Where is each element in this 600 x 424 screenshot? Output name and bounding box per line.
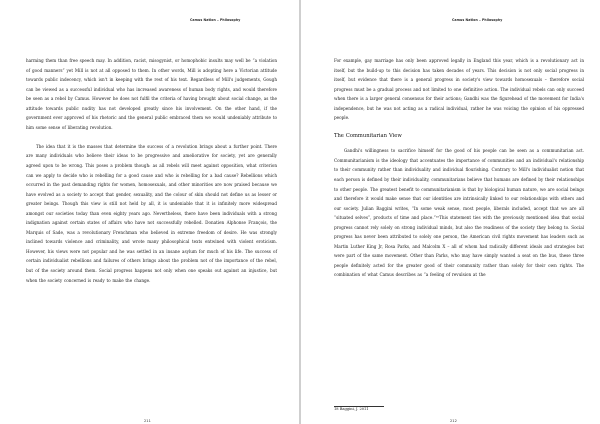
paragraph: Gandhi's willingness to sacrifice himself for the good of his people can be seen as a communitarian act. Communitarianism is the ideology that accentuates the importance of communities and an individual's relationship to their community rather than individuality and individual flourishing. Contrary to Mill's individualist notion that each person is defined by their individuality, communitarians believe that humans are defined by their relationships to other people. The greatest benefit to communitarianism is that by biological human nature, we are social beings and therefore it would make sense that our identities are intrinsically linked to our relationships with others and our society. Julian Baggini writes, “In some weak sense, most people, liberals included, accept that we are all “situated selves”, products of time and place.”¹⁸This statement ties with the previously mentioned idea that social progress cannot rely solely on strong individual minds, but also the readiness of the society they belong to. Social progress has never been attributed to solely one person, the American civil rights movement has leaders such as Martin Luther King Jr, Rosa Parks, and Malcolm X – all of whom had radically different ideals and strategies but were part of the same movement. Other than Parks, who may have simply wanted a seat on the bus, these three people definitely acted for the greater good of their community rather than solely for their own rights. The combination of what Camus describes as “a feeling of revulsion at the [334, 148, 584, 278]
running-head: Camus Nation – Philosophy [452, 18, 503, 22]
footnote: 18 Baggini, J. 2011 [334, 407, 369, 411]
paragraph: harming them than free speech may. In addition, racist, misogynist, or homophobic insults may well be “a violation of good manners” yet Mill is not at all opposed to them. In other words, Mill is adopting here a Victorian attitude towards public indecency, which isn't in keeping with the rest of his text. Regardless of Mill's judgements, Gough can be viewed as a successful individual who has increased awareness of human body rights, and would therefore be seen as a rebel by Camus. However he does not fulfil the criteria of having brought about social change, as the attitude towards public nudity has not developed greatly since his involvement. On the other hand, if the government ever approved of his rhetoric and the general public embraced them we would undeniably attribute to him some sense of liberating revolution. [26, 58, 277, 130]
right-page-body [334, 56, 584, 280]
section-heading: The Communitarian View [334, 132, 402, 139]
page-number: 212 [450, 419, 457, 423]
running-head: Camus Nation – Philosophy [190, 18, 241, 22]
left-page [0, 0, 299, 424]
paragraph: For example, gay marriage has only been approved legally in England this year, which is a revolutionary act in itself, but the build-up to this decision has taken decades of years. This decision is not only social progress in itself, but evidence that there is a general progress in society's view towards homosexuals – therefore social progress must be a gradual process and not limited to one definitive action. The individual rebels can only succeed when there is a larger general consensus for their actions; Gandhi was the figurehead of the movement for India's independence, but he was not acting as a radical individual, rather he was voicing the opinion of his oppressed people. [334, 58, 584, 121]
paragraph: The idea that it is the masses that determine the success of a revolution brings about a further point. There are many individuals who believe their ideas to be progressive and ameliorative for society, yet are generally agreed upon to be wrong. This poses a problem though: as all rebels will meet against opposition, what criterion can we apply to decide who is rebelling for a good cause and who is rebelling for a bad cause? Rebellions which occurred in the past demanding rights for women, homosexuals, and other minorities are now praised because we have evolved as a society to accept that gender, sexuality, and the colour of skin should not define us as lesser or greater beings. Though this view is still not held by all, it is undeniable that it is infinitely more widespread amongst our societies today than even eighty years ago. Nevertheless, there have been individuals with a strong indignation against certain states of affairs who have not successfully rebelled. Donatien Alphonse François, the Marquis of Sade, was a revolutionary Frenchman who believed in extreme freedom of desire. He was strongly inclined towards violence and criminality, and wrote many philosophical texts entwined with violent eroticism. However, his views were not popular and he was settled in an insane asylum for much of his life. The success of certain individualist rebellions and failures of others brings about the problem not of the importance of the rebel, but of the society around them. Social progress happens not only when one speaks out against an injustice, but when the society concerned is ready to make the change. [26, 143, 277, 283]
left-page-body [26, 56, 277, 285]
right-page [301, 0, 600, 424]
page-number: 211 [144, 419, 151, 423]
